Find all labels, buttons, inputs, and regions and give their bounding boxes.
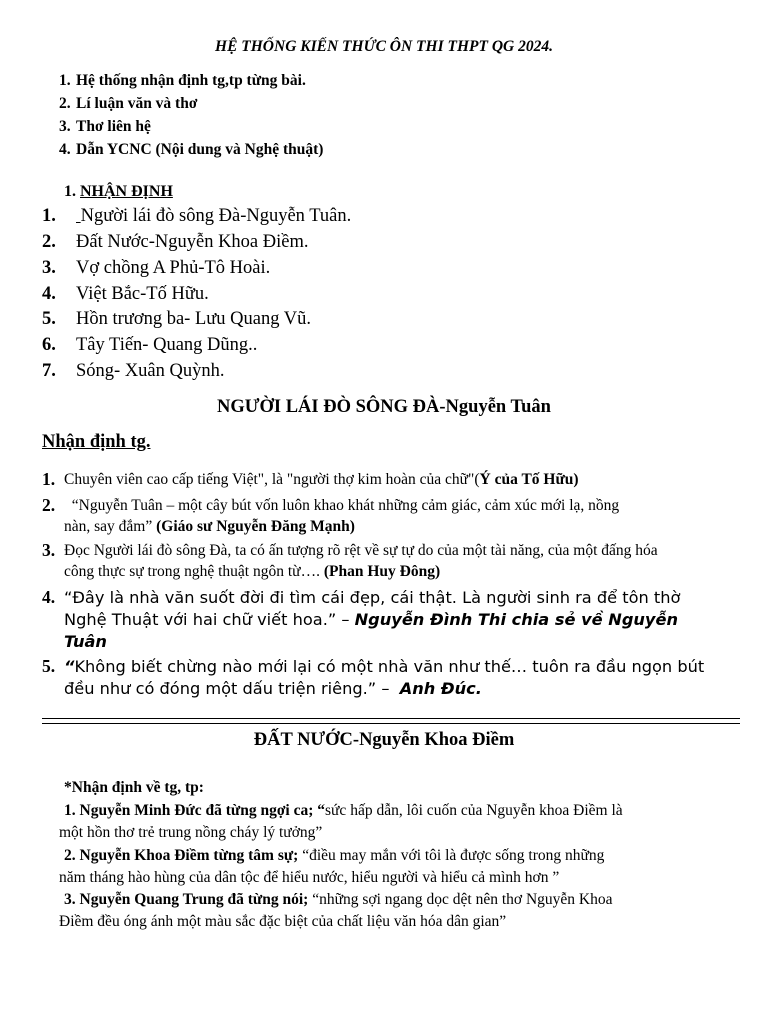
quote-source: Anh Đúc. [399,679,482,698]
quote-text: “Đây là nhà văn suốt đời đi tìm cái đẹp, cái thật. Là người sinh ra để tôn thờ [64,588,681,607]
dn-item-text: “điều may mắn với tôi là được sống trong những [302,847,605,864]
work-number: 3. [42,258,56,278]
quote-number: 1. [42,469,56,489]
divider-line [42,718,740,719]
quote-item [42,587,742,653]
quote-text: công thực sự trong nghệ thuật ngôn từ…. [64,563,324,580]
quote-text: nàn, say đắm” [64,518,157,535]
work-number: 7. [42,361,56,381]
work-number: 2. [42,232,56,252]
work-label: Vợ chồng A Phủ-Tô Hoài. [76,258,271,278]
quote-source: Ý của Tố Hữu) [479,471,579,488]
toc-number: 4. [59,141,71,158]
quote-open-mark: “ [64,657,75,676]
document-title: HỆ THỐNG KIẾN THỨC ÔN THI THPT QG 2024. [215,38,553,55]
work-item [42,335,257,356]
toc-item [59,141,323,159]
quote-text: Không biết chừng nào mới lại có một nhà văn như thế… tuôn ra đầu ngọn bút [74,657,705,676]
work-item [42,361,225,382]
work-item [42,232,309,253]
toc-label: Lí luận văn và thơ [76,95,198,112]
quote-text: Đọc Người lái đò sông Đà, ta có ấn tượng rõ rệt về sự tự do của một tài năng, của một đấng hóa [64,542,658,559]
work-number: 5. [42,309,56,329]
dn-item-text: “những sợi ngang dọc dệt nên thơ Nguyễn Khoa [312,891,613,908]
work-number: 6. [42,335,56,355]
divider-line [42,723,740,724]
work-item [42,309,311,330]
quote-text: Chuyên viên cao cấp tiếng Việt", là "người thợ kim hoàn của chữ"( [64,471,480,488]
dn-item [59,889,719,933]
work-number: 1. [42,206,56,226]
section-number: 1. [64,183,76,200]
toc-label: Hệ thống nhận định tg,tp từng bài. [76,72,306,89]
quote-source: (Phan Huy Đông) [323,563,441,580]
quote-source: Nguyễn Đình Thi chia sẻ về Nguyễn [354,610,678,629]
dn-item [59,800,719,844]
quote-source: Tuân [64,632,107,651]
work-number: 4. [42,284,56,304]
quote-item [42,469,742,490]
subheading-nhan-dinh: Nhận định tg. [42,432,151,452]
work-label: Hồn trương ba- Lưu Quang Vũ. [76,309,312,329]
quote-number: 3. [42,540,56,560]
work-item [42,206,351,227]
quote-number: 5. [42,656,56,676]
work-label: Đất Nước-Nguyễn Khoa Điềm. [76,232,309,252]
toc-label: Dẫn YCNC (Nội dung và Nghệ thuật) [76,141,324,158]
toc-number: 3. [59,118,71,135]
dn-item-text: một hồn thơ trẻ trung nồng cháy lý tưởng” [59,824,323,841]
toc-item [59,72,306,90]
subheading-nhan-dinh-tg-tp: *Nhận định về tg, tp: [64,779,204,796]
quote-number: 2. [42,495,56,515]
dn-item-lead: 2. Nguyễn Khoa Điềm từng tâm sự; [64,847,303,864]
dn-item-text: Điềm đều óng ánh một màu sắc đặc biệt của chất liệu văn hóa dân gian” [59,913,507,930]
work-label: Tây Tiến- Quang Dũng.. [76,335,258,355]
toc-item [59,95,197,113]
toc-number: 1. [59,72,71,89]
dn-item-text: sức hấp dẫn, lôi cuốn của Nguyễn khoa Điềm là [325,802,623,819]
work-label: Việt Bắc-Tố Hữu. [76,284,209,304]
work-label: Sóng- Xuân Quỳnh. [76,361,225,381]
toc-number: 2. [59,95,71,112]
dn-item-lead: 1. Nguyễn Minh Đức đã từng ngợi ca; “ [64,802,325,819]
work-item [42,284,209,305]
toc-item [59,118,151,136]
dn-item-lead: 3. Nguyễn Quang Trung đã từng nói; [64,891,313,908]
toc-label: Thơ liên hệ [76,118,151,135]
work-label: Người lái đò sông Đà-Nguyễn Tuân. [80,206,352,226]
dn-item-text: năm tháng hào hùng của dân tộc để hiểu nước, hiểu người và hiểu cả mình hơn ” [59,869,560,886]
section-heading [64,183,173,201]
section-label: NHẬN ĐỊNH [80,183,173,200]
quote-text: “Nguyễn Tuân – một cây bút vốn luôn khao khát những cảm giác, cảm xúc mới lạ, nồng [64,497,620,514]
quote-text: đều như có đóng một dấu triện riêng.” – [64,679,400,698]
quote-item [42,656,742,700]
section-title-dat-nuoc: ĐẤT NƯỚC-Nguyễn Khoa Điềm [253,730,515,750]
work-item [42,258,270,279]
section-title-nltds: NGƯỜI LÁI ĐÒ SÔNG ĐÀ-Nguyễn Tuân [217,397,551,417]
quote-item [42,540,742,582]
quote-number: 4. [42,587,56,607]
quote-text: Nghệ Thuật với hai chữ viết hoa.” – [64,610,355,629]
dn-item [59,845,719,889]
quote-item [42,495,742,537]
quote-source: (Giáo sư Nguyễn Đăng Mạnh) [156,518,355,535]
